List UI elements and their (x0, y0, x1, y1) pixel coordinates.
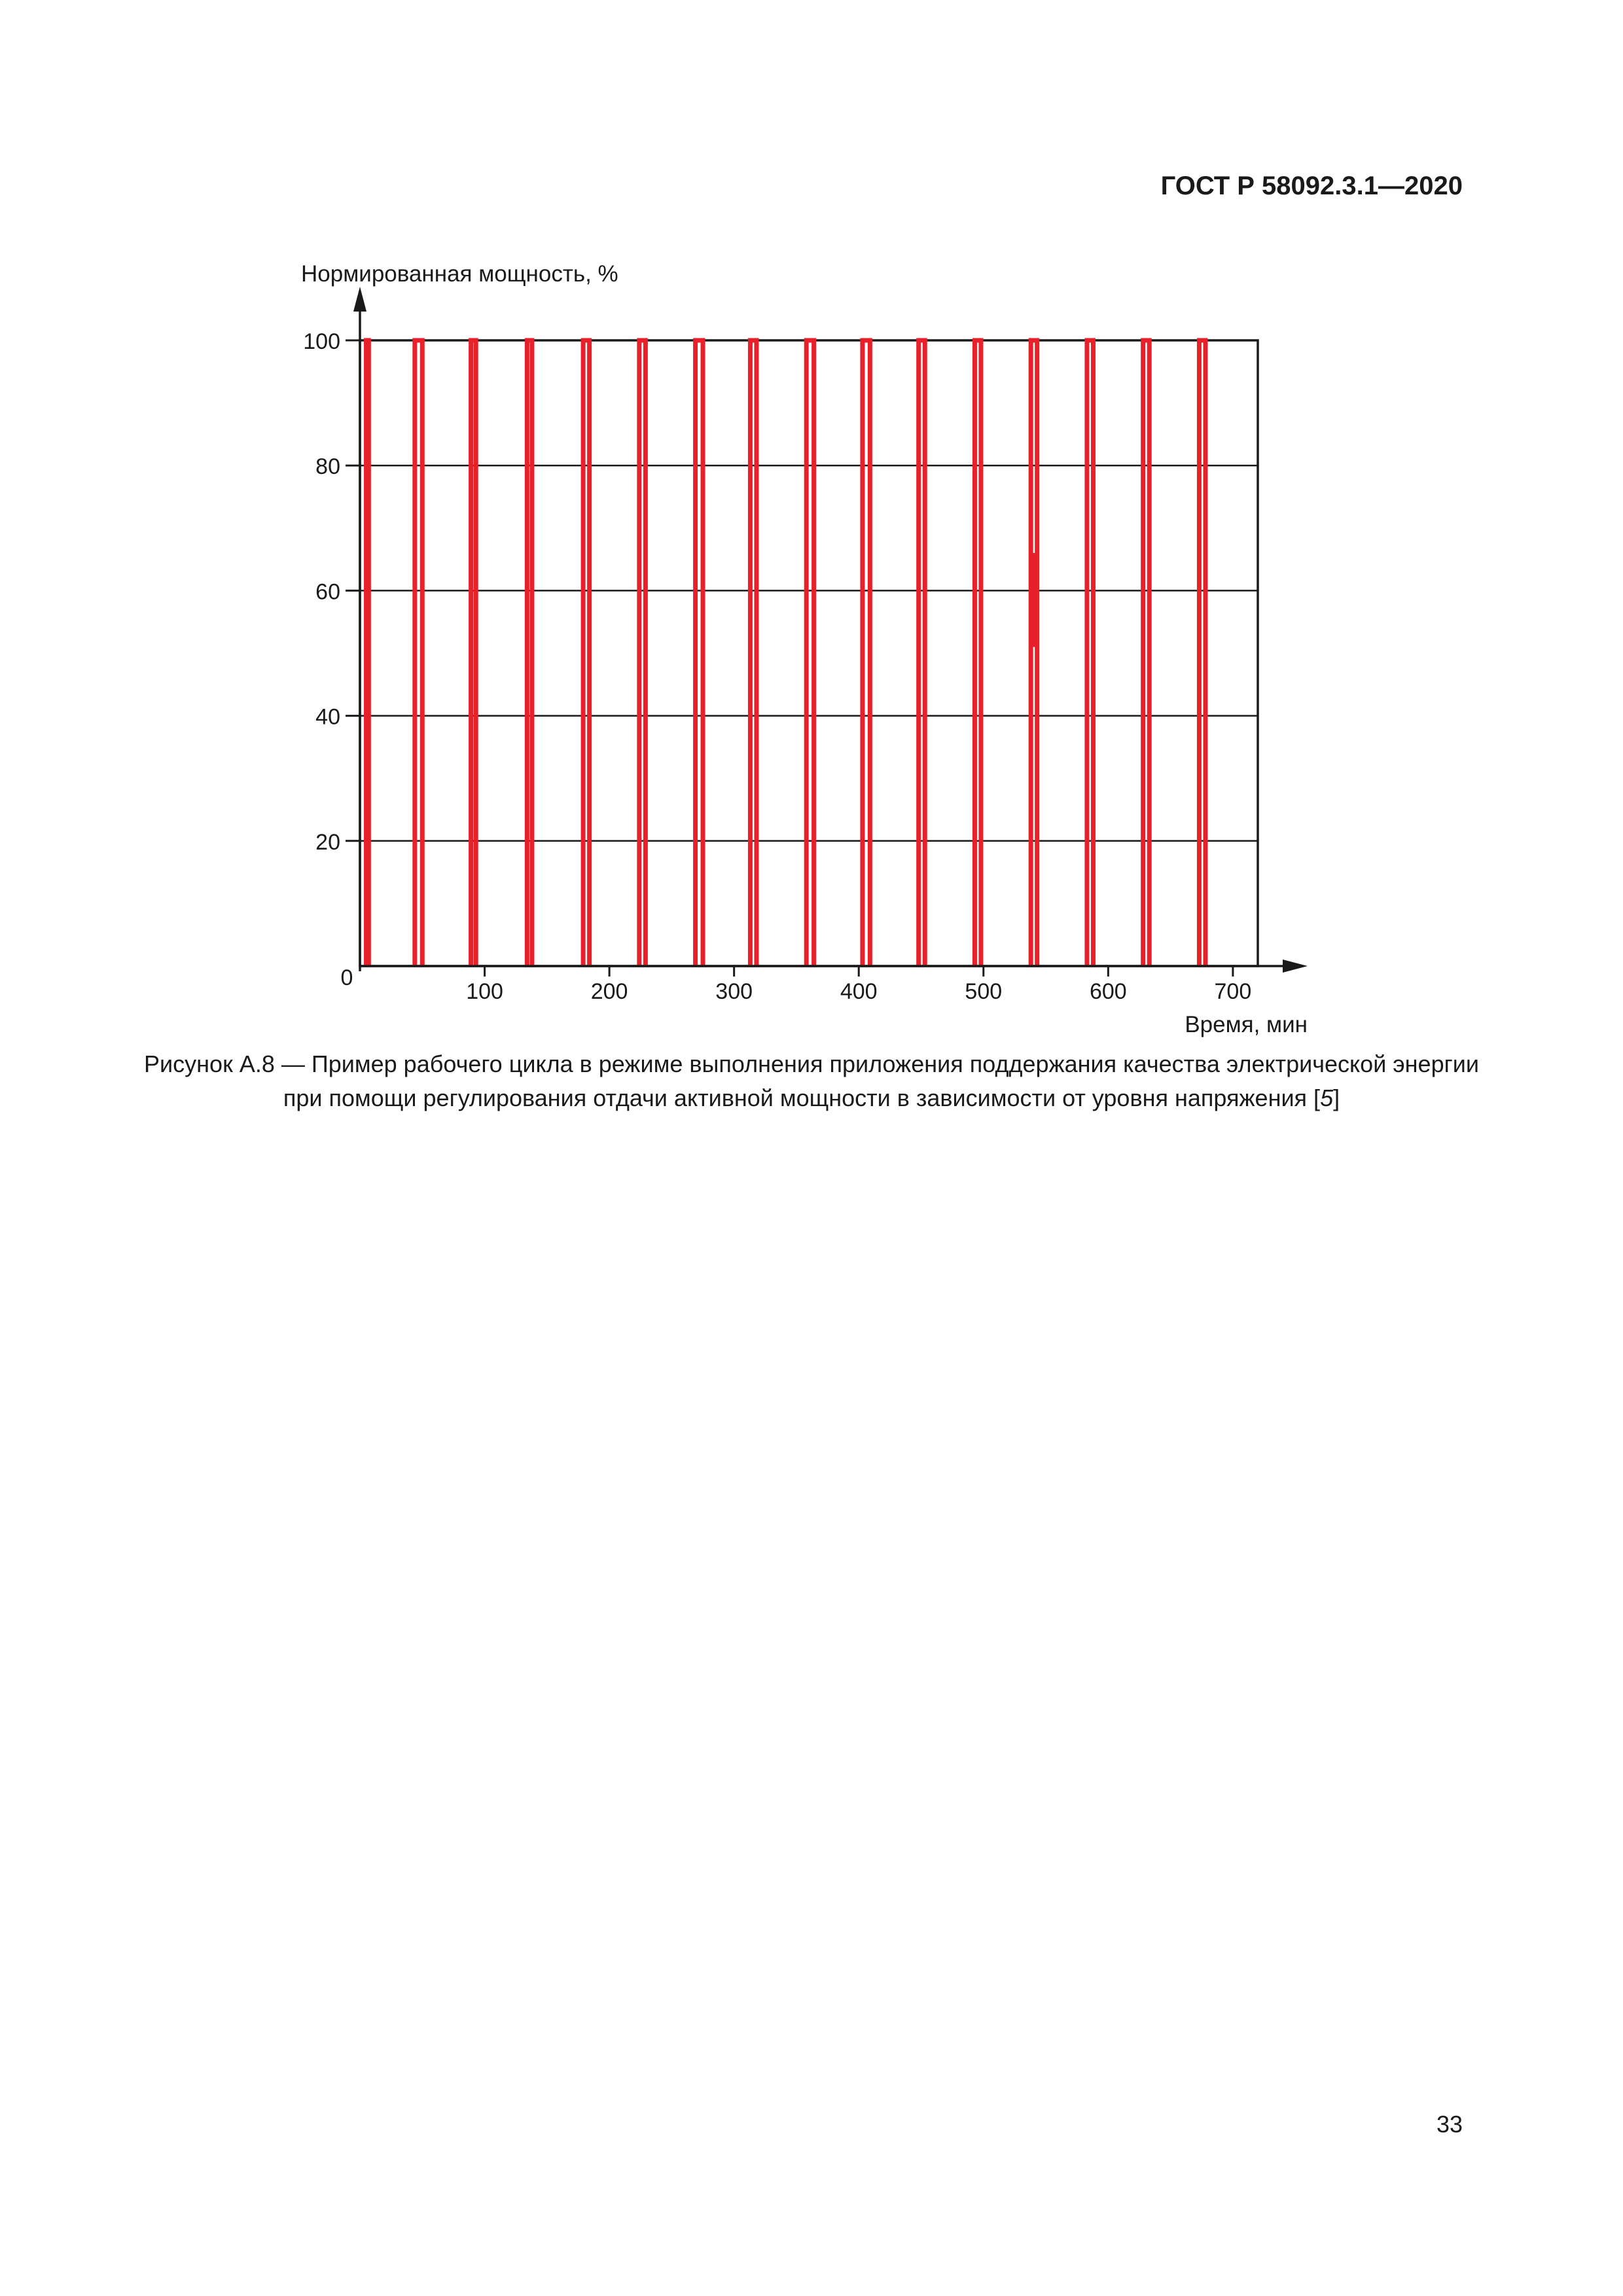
y-tick-label-40: 40 (315, 704, 340, 730)
power-pulse-13 (1031, 340, 1037, 966)
power-pulse-8 (750, 340, 757, 966)
page-number: 33 (1436, 2111, 1463, 2138)
figure (0, 0, 1623, 1080)
power-pulse-14 (1087, 340, 1094, 966)
power-cycle-chart (0, 0, 1623, 1080)
plot-frame (360, 340, 1258, 966)
figure-caption (144, 1047, 1479, 1115)
caption-suffix: ] (1333, 1085, 1340, 1111)
y-axis-arrow (353, 287, 366, 312)
origin-label: 0 (340, 965, 353, 990)
x-tick-label-700: 700 (1214, 979, 1252, 1004)
power-pulse-16 (1199, 340, 1205, 966)
y-tick-label-60: 60 (315, 579, 340, 605)
power-pulse-3 (471, 340, 476, 966)
power-pulse-12 (974, 340, 981, 966)
y-tick-label-20: 20 (315, 829, 340, 855)
power-pulse-5 (583, 340, 590, 966)
standard-id: ГОСТ Р 58092.3.1—2020 (1160, 171, 1463, 200)
x-tick-label-500: 500 (965, 979, 1003, 1004)
x-axis-arrow (1283, 960, 1308, 973)
y-tick-label-80: 80 (315, 454, 340, 480)
y-tick-label-100: 100 (303, 329, 340, 354)
power-pulse-7 (696, 340, 703, 966)
y-axis-label: Нормированная мощность, % (301, 261, 618, 287)
power-pulse-4 (527, 340, 532, 966)
x-tick-label-400: 400 (840, 979, 878, 1004)
x-tick-label-100: 100 (466, 979, 503, 1004)
x-tick-label-200: 200 (590, 979, 628, 1004)
power-pulse-1 (366, 340, 369, 966)
x-axis-label: Время, мин (1185, 1012, 1308, 1037)
x-tick-label-300: 300 (715, 979, 753, 1004)
caption-body: Пример рабочего цикла в режиме выполнения приложения поддержания качества электрической энергии при помощи регулирования отдачи активной мощности в зависимости от уровня напряжения [ (283, 1050, 1479, 1111)
power-pulse-6 (639, 340, 646, 966)
power-pulse-9 (806, 340, 813, 966)
power-pulse-2 (415, 340, 422, 966)
power-pulse-10 (863, 340, 870, 966)
caption-prefix: Рисунок А.8 — (144, 1050, 312, 1077)
power-pulse-15 (1143, 340, 1150, 966)
power-pulse-11 (919, 340, 925, 966)
caption-reference: 5 (1320, 1085, 1334, 1111)
x-tick-label-600: 600 (1089, 979, 1127, 1004)
